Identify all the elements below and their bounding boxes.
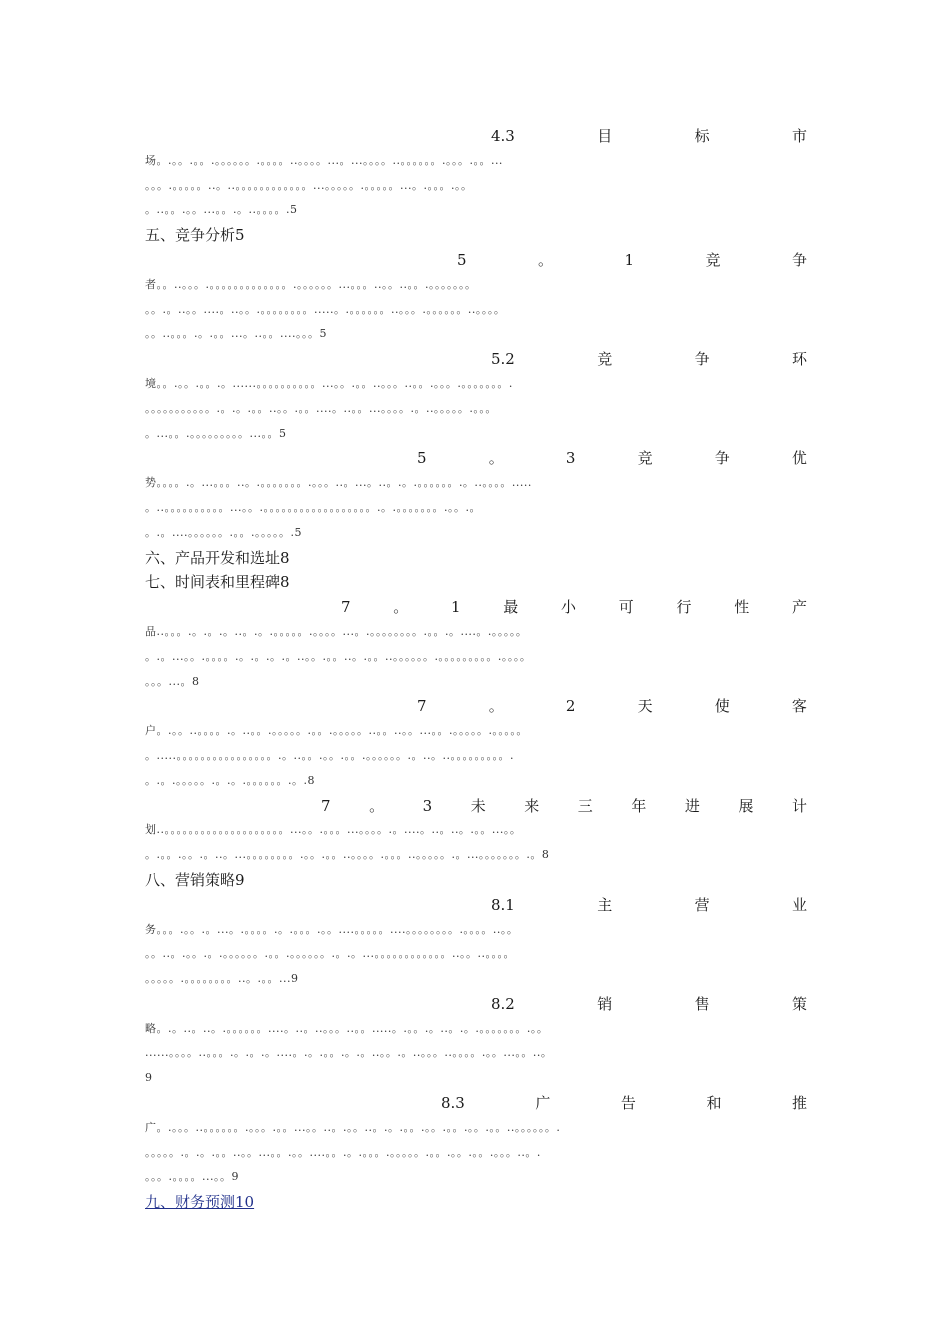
toc-leader-line: 。。。.。。。。...。。9 [145,1170,239,1184]
toc-subentry-title-part: 行 [676,598,692,617]
toc-leader-line: 势。。。。.。...。。。..。.。。。。。。。.。。。..。...。..。.。.。。。。。。.。..。。。。..... [145,476,532,490]
toc-subentry-title-part: 。 [488,697,504,716]
toc-subentry-title [145,248,807,273]
toc-subentry-title-part: 5.2 [491,350,515,369]
toc-leader-line: 。。..。。。.。.。。...。..。。....。。。5 [145,327,327,341]
toc-subentry-title-part: 业 [791,895,807,914]
toc-leader-line: 境。。.。。.。。.。......。。。。。。。。。。...。。.。。..。。。..。。.。。。.。。。。。。。. [145,376,513,390]
toc-subentry-title-part: 4.3 [491,127,515,145]
toc-leader-line: 。。。.。。。。。..。..。。。。。。。。。。。。...。。。。。.。。。。。...。.。。。.。。 [145,178,473,192]
toc-subentry-title-part: 告 [620,1094,636,1113]
toc-subentry-title-part: 最 [503,598,519,617]
toc-subentry-title-part: 可 [618,598,634,617]
toc-subentry-title-part: 和 [706,1094,722,1113]
toc-subentry-title-part: 7 [417,697,427,716]
toc-subentry-title-part: 7 [321,796,331,815]
toc-subentry-title-part: 5 [417,449,427,468]
toc-leader-line: 划..。。。。。。。。。。。。。。。。。。。。...。。.。。。...。。。。.。....。..。..。.。。...。。 [145,823,522,837]
toc-leader-line: 9 [145,1071,153,1085]
toc-leader-line: 略。.。..。..。.。。。。。。....。..。..。。。..。。.....。.。。.。..。.。.。。。。。。。.。。 [145,1021,549,1035]
toc-subentry-title-part: 广 [535,1094,551,1113]
toc-subentry-title-part: 5 [457,250,467,269]
toc-subentry-title-part: 年 [631,796,647,815]
toc-subentry-title [145,992,807,1017]
toc-subentry-title-part: 售 [694,994,710,1013]
toc-subentry-title [145,124,807,149]
toc-subentry-title-part: 。 [369,796,385,815]
toc-subentry-title-part: 8.2 [491,994,515,1013]
toc-subentry-title-part: 8.3 [441,1094,465,1113]
toc-subentry-title-part: 计 [791,796,807,815]
toc-subentry-title-part: 竞 [705,250,721,269]
toc-subentry-title-part: 3 [422,796,433,815]
toc-subentry-title-part: 未 [470,796,486,815]
toc-subentry-title-part: 7 [341,598,351,617]
toc-section-heading [145,1190,807,1215]
toc-subentry-title [145,893,807,918]
toc-subentry-title-part: 市 [791,127,807,145]
toc-subentry-title-part: 争 [694,350,710,369]
toc-subentry-title-part: 争 [791,250,807,269]
toc-section-heading: 五、竞争分析5 [145,226,245,245]
toc-subentry-title-part: 三 [577,796,593,815]
toc-leader-line: 。。.。..。。....。..。。.。。。。。。。。.....。.。。。。。。..。。。.。。。。。。..。。。。 [145,302,506,316]
toc-subentry-title-part: 3 [565,449,576,468]
toc-subentry-title-part: 标 [694,127,710,145]
toc-subentry-title-part: 展 [738,796,754,815]
toc-leader-line: 。.。....。。。。。。.。。.。。。。。.5 [145,525,302,539]
toc-subentry-title-part: 。 [393,598,409,617]
toc-subentry-title [145,446,807,471]
toc-leader-line: 。.。...。。.。。。。.。.。.。.。..。。.。。..。.。。..。。。。。。.。。。。。。。。。.。。。。 [145,649,532,663]
toc-subentry-title-part: 产 [791,598,807,617]
toc-leader-line: 。.。。.。。.。..。...。。。。。。。。.。。.。。..。。。。.。。。..。。。。。.。...。。。。。。。.。8 [145,848,550,862]
toc-leader-line: ......。。。。..。。。.。.。.。....。.。.。。.。.。..。。.。..。。。..。。。。.。。...。。..。 [145,1046,553,1060]
toc-subentry-title-part: 销 [597,994,613,1013]
toc-subentry-title-part: 营 [694,895,710,914]
toc-leader-line: 者。。..。。。.。。。。。。。。。。。。。.。。。。。。...。。。..。。..。。.。。。。。。。 [145,277,477,291]
toc-leader-line: 。。..。.。。.。.。。。。。。.。。.。。。。。。.。.。...。。。。。。。。。。。。..。。..。。。。 [145,947,515,961]
toc-leader-line: 。...。。.。。。。。。。。。...。。5 [145,426,287,440]
toc-section-heading: 七、时间表和里程碑8 [145,573,290,592]
toc-leader-line: 。.....。。。。。。。。。。。。。。。。.。..。。.。。.。。.。。。。。。.。..。..。。。。。。。。。. [145,748,514,762]
toc-leader-line: 务。。。.。。.。...。.。。。。.。.。。。.。。....。。。。。....。。。。。。。。.。。。。..。。 [145,922,519,936]
toc-subentry-title-part: 性 [734,598,750,617]
toc-leader-line: 。。。。。。。。。。。.。.。.。。..。。.。。....。..。。...。。。。.。..。。。。。.。。。 [145,401,497,415]
toc-section-heading: 六、产品开发和选址8 [145,548,290,567]
toc-subentry-title [145,595,807,620]
toc-subentry-title-part: 优 [791,449,807,468]
toc-subentry-title [145,794,807,819]
toc-subentry-title-part: 目 [597,127,613,145]
toc-subentry-title-part: 进 [684,796,700,815]
toc-leader-line: 品..。。。.。.。.。..。.。.。。。。。.。。。。...。.。。。。。。。。.。。.。....。.。。。。。 [145,624,528,638]
toc-subentry-title-part: 。 [538,250,554,269]
toc-subentry-title-part: 推 [791,1094,807,1113]
toc-subentry-title-part: 环 [791,350,807,369]
toc-subentry-title-part: 使 [714,697,730,716]
toc-subentry-title [145,1091,807,1116]
toc-leader-line: 。。。。。.。.。.。。..。。...。。.。。....。。.。.。。。.。。。。。.。。.。。.。。.。。。..。. [145,1145,541,1159]
toc-leader-line: 。..。。。。。。。。。。...。。.。。。。。。。。。。。。。。。。。。.。.。。。。。。。.。。.。 [145,500,481,514]
toc-leader-line: 户。.。。..。。。。.。..。。.。。。。。.。。.。。。。。..。。..。。...。。.。。。。。.。。。。。 [145,724,528,738]
toc-subentry-title-part: 2 [565,697,576,716]
toc-subentry-title-part: 来 [524,796,540,815]
toc-subentry-title [145,694,807,719]
toc-subentry-title-part: 争 [714,449,730,468]
toc-subentry-title [145,347,807,372]
toc-subentry-title-part: 策 [791,994,807,1013]
toc-leader-line: 。..。。.。。...。。.。..。。。。.5 [145,203,298,217]
toc-leader-line: 广。.。。。..。。。。。。.。。。.。。...。。..。.。。..。.。.。。.。。.。。.。。.。。..。。。。。。. [145,1120,561,1134]
toc-subentry-title-part: 8.1 [491,895,515,914]
toc-subentry-title-part: 客 [791,697,807,716]
toc-leader-line: 场。.。。.。。.。。。。。。.。。。。..。。。。...。...。。。。..。。。。。。.。。。.。。... [145,153,503,167]
toc-subentry-title-part: 小 [561,598,577,617]
table-of-contents [145,124,807,1215]
toc-leader-line: 。。。。。.。。。。。。。。..。.。。...9 [145,972,299,986]
toc-subentry-title-part: 主 [597,895,613,914]
toc-leader-line: 。。。...。8 [145,674,200,688]
toc-subentry-title-part: 天 [637,697,653,716]
toc-link-financial-forecast[interactable]: 九、财务预测10 [145,1193,255,1212]
toc-subentry-title-part: 。 [488,449,504,468]
toc-leader-line: 。.。.。。。。。.。.。.。。。。。。.。.8 [145,773,315,787]
toc-subentry-title-part: 竞 [597,350,613,369]
toc-section-heading: 八、营销策略9 [145,870,245,889]
toc-subentry-title-part: 竞 [637,449,653,468]
toc-subentry-title-part: 1 [624,250,635,269]
toc-subentry-title-part: 1 [451,598,461,617]
